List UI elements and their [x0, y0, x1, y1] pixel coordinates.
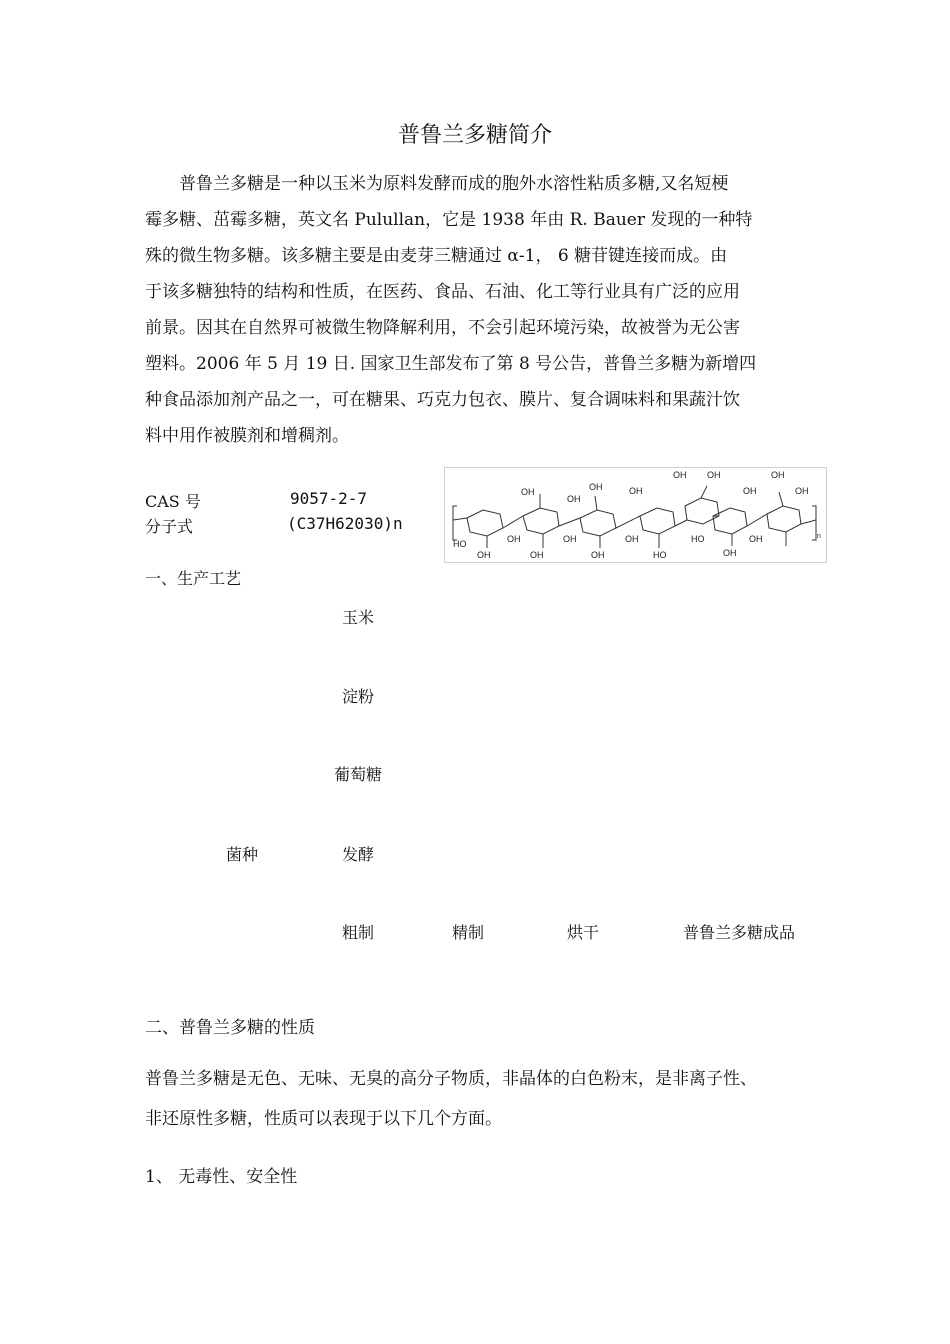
- svg-text:OH: OH: [707, 470, 721, 480]
- svg-text:OH: OH: [567, 494, 581, 504]
- intro-paragraph: [145, 166, 810, 454]
- flow-strain: 菌种: [226, 845, 259, 864]
- flow-product: 普鲁兰多糖成品: [683, 923, 796, 942]
- flow-step-refine: 精制: [452, 923, 485, 942]
- intro-line: 普鲁兰多糖是一种以玉米为原料发酵而成的胞外水溶性粘质多糖,又名短梗: [179, 174, 729, 194]
- intro-line: 霉多糖、茁霉多糖，英文名 Pulullan，它是 1938 年由 R. Bauer 发现的一种特: [145, 210, 753, 230]
- svg-text:HO: HO: [691, 534, 705, 544]
- formula-label: 分子式: [145, 517, 194, 536]
- flow-step-dry: 烘干: [567, 923, 600, 942]
- intro-line: 殊的微生物多糖。该多糖主要是由麦芽三糖通过 α-1， 6 糖苷键连接而成。由: [145, 246, 728, 266]
- svg-text:OH: OH: [749, 534, 763, 544]
- properties-line: 普鲁兰多糖是无色、无味、无臭的高分子物质，非晶体的白色粉末，是非离子性、: [145, 1069, 757, 1089]
- svg-text:OH: OH: [673, 470, 687, 480]
- properties-paragraph: [145, 1059, 810, 1139]
- svg-text:OH: OH: [507, 534, 521, 544]
- flow-step-corn: 玉米: [342, 608, 375, 627]
- cas-value: 9057-2-7: [290, 489, 368, 508]
- item-heading-nontoxic: 1、 无毒性、安全性: [145, 1167, 298, 1187]
- svg-text:OH: OH: [629, 486, 643, 496]
- svg-text:OH: OH: [530, 550, 544, 560]
- svg-text:n: n: [817, 533, 821, 540]
- intro-line: 料中用作被膜剂和增稠剂。: [145, 426, 349, 446]
- svg-text:OH: OH: [723, 548, 737, 558]
- flow-step-glucose: 葡萄糖: [334, 765, 383, 784]
- svg-text:HO: HO: [453, 539, 467, 549]
- formula-value: (C37H62030)n: [287, 514, 403, 533]
- svg-text:OH: OH: [743, 486, 757, 496]
- flow-step-fermentation: 发酵: [342, 845, 375, 864]
- svg-text:OH: OH: [625, 534, 639, 544]
- svg-text:OH: OH: [591, 550, 605, 560]
- cas-label: CAS 号: [145, 492, 201, 511]
- svg-text:OH: OH: [521, 487, 535, 497]
- section-heading-production: 一、生产工艺: [145, 569, 242, 588]
- intro-line: 于该多糖独特的结构和性质，在医药、食品、石油、化工等行业具有广泛的应用: [145, 282, 740, 302]
- flow-step-starch: 淀粉: [342, 687, 375, 706]
- svg-text:OH: OH: [589, 482, 603, 492]
- flow-step-crude: 粗制: [342, 923, 375, 942]
- svg-text:HO: HO: [653, 550, 667, 560]
- section-heading-properties: 二、普鲁兰多糖的性质: [145, 1018, 315, 1038]
- intro-line: 种食品添加剂产品之一，可在糖果、巧克力包衣、膜片、复合调味料和果蔬汁饮: [145, 390, 740, 410]
- svg-text:OH: OH: [795, 486, 809, 496]
- svg-text:OH: OH: [771, 470, 785, 480]
- intro-line: 塑料。2006 年 5 月 19 日. 国家卫生部发布了第 8 号公告，普鲁兰多糖为新增四: [145, 354, 757, 374]
- svg-text:OH: OH: [563, 534, 577, 544]
- intro-line: 前景。因其在自然界可被微生物降解利用，不会引起环境污染，故被誉为无公害: [145, 318, 740, 338]
- pullulan-structure-image: [444, 467, 827, 563]
- svg-text:OH: OH: [477, 550, 491, 560]
- properties-line: 非还原性多糖，性质可以表现于以下几个方面。: [145, 1109, 502, 1129]
- document-title: 普鲁兰多糖简介: [397, 123, 552, 148]
